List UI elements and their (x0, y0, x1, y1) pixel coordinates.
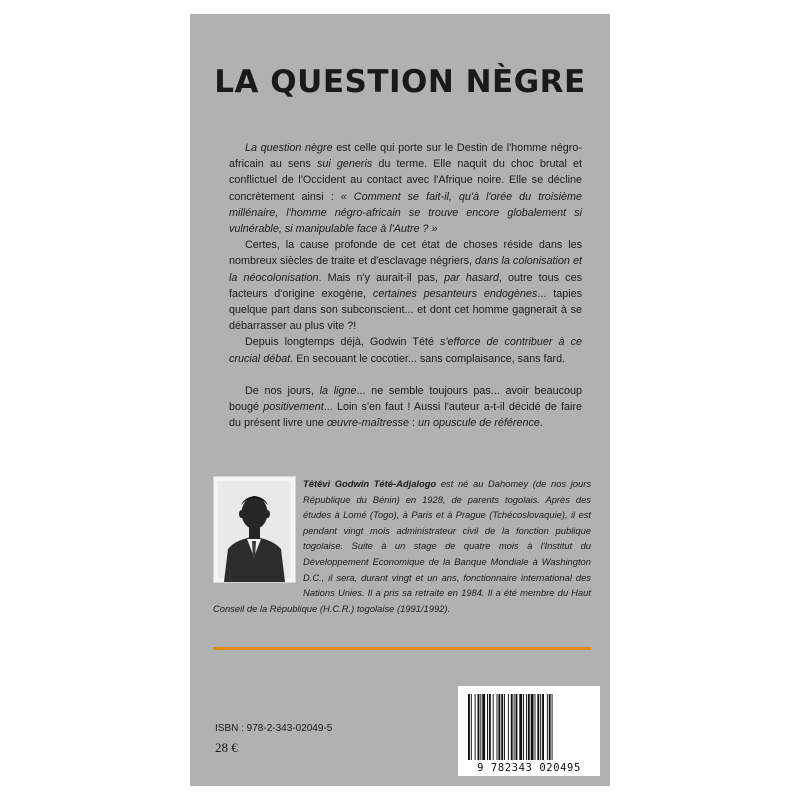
author-name: Têtêvi Godwin Tété-Adjalogo (303, 478, 437, 489)
barcode (458, 686, 600, 776)
barcode-bar (468, 694, 470, 760)
price: 28 € (215, 740, 238, 755)
blurb-text: De nos jours, (245, 384, 320, 397)
barcode-bar (493, 694, 494, 760)
barcode-bar (482, 694, 485, 760)
barcode-bar (511, 694, 513, 760)
blurb-text: : (409, 417, 419, 430)
book-title: LA QUESTION NÈGRE (214, 64, 586, 100)
blurb-text: La question nègre (245, 142, 333, 154)
barcode-bar (552, 694, 553, 760)
blurb-paragraph (229, 237, 582, 334)
blurb-text: dans la colonisation et la néocolonisation (229, 255, 582, 284)
blurb-text: ... tapies quelque part dans son subconscient... et dont cet homme gagnerait à se débarrasser au plus vite ?! (229, 287, 583, 333)
barcode-bar (535, 694, 536, 760)
barcode-bar (547, 694, 548, 760)
blurb-text: ... ne semble toujours pas... avoir beaucoup bougé (229, 384, 582, 414)
blurb-text: , outre tous ces facteurs d'origine exogène, (229, 271, 582, 300)
blurb-text: « Comment se fait-il, qu'à l'orée du troisième millénaire, l'homme négro-africain se trouve encore globalement si vulnérable, si manipulable face à l'Autre ? » (229, 190, 582, 236)
blurb-text: positivement (263, 401, 324, 414)
barcode-bar (526, 694, 527, 760)
barcode-bar (542, 694, 544, 760)
blurb-text: . Mais n'y aurait-il pas, (318, 271, 445, 284)
barcode-bar (540, 694, 541, 760)
book-back-cover (190, 14, 610, 786)
blurb (229, 140, 582, 431)
blurb-paragraph (229, 334, 582, 366)
blurb-text: par hasard (444, 271, 499, 284)
blurb-text: . (539, 417, 543, 430)
blurb-text: sui generis (316, 158, 373, 171)
barcode-digits: 9 782343 020495 (477, 762, 581, 774)
barcode-bar (537, 694, 539, 760)
barcode-bars (458, 686, 600, 762)
barcode-bar (514, 694, 515, 760)
barcode-bar (516, 694, 518, 760)
barcode-bar (523, 694, 524, 760)
author-photo (213, 476, 296, 583)
blurb-text: Certes, la cause profonde de cet état de choses réside dans les nombreux siècles de traite et d'esclavage négriers, (229, 239, 582, 268)
blurb-paragraph (229, 140, 582, 237)
blurb-text: la ligne (319, 384, 357, 397)
blurb-text: certaines pesanteurs endogènes (372, 287, 538, 300)
blurb-text: . En secouant le cocotier... sans complaisance, sans fard. (290, 352, 566, 365)
isbn: ISBN : 978-2-343-02049-5 (215, 723, 333, 734)
blurb-text: ... Loin s'en faut ! Aussi l'auteur a-t-il décidé de faire du présent livre une (229, 401, 582, 430)
author-bio-text: est né au Dahomey (de nos jours République du Bénin) en 1928, de parents togolais. Après des études à Lomé (Togo), à Paris et à Prague (Tchécoslovaquie), il est pendant vingt mois administrateur civil de la fonction publique togolaise. Suite à un stage de quatre mois à l'Institut du Développement Economique de la Banque Mondiale à Washington D.C., il sera, durant vingt et un ans, fonctionnaire international des Nations Unies. Il a pris sa retraite en 1984. Il a été membre du Haut Conseil de la République (H.C.R.) togolaise (1991/1992). (213, 478, 592, 614)
divider-rule (213, 647, 591, 650)
barcode-bar (519, 694, 522, 760)
barcode-bar (528, 694, 530, 760)
barcode-bar (478, 694, 480, 760)
blurb-text: Depuis longtemps déjà, Godwin Tété (245, 336, 440, 349)
barcode-bar (487, 694, 488, 760)
blurb-text: s'efforce de contribuer à ce crucial débat (229, 336, 582, 365)
barcode-bar (501, 694, 503, 760)
blurb-paragraph (229, 383, 582, 432)
barcode-bar (549, 694, 551, 760)
blurb-text: un opuscule de référence (418, 417, 540, 430)
barcode-bar (489, 694, 491, 760)
barcode-bar (480, 694, 481, 760)
author-portrait-icon (214, 477, 295, 582)
barcode-bar (475, 694, 476, 760)
blurb-text: est celle qui porte sur le Destin de l'homme négro-africain au sens (229, 142, 582, 171)
barcode-bar (504, 694, 505, 760)
barcode-bar (508, 694, 509, 760)
blurb-text: du terme. Elle naquit du choc brutal et conflictuel de l'Occident au contact avec l'Afrique noire. Elle se décline concrètement ainsi : (229, 158, 583, 203)
barcode-bar (498, 694, 500, 760)
barcode-bar (471, 694, 472, 760)
barcode-bar (497, 694, 498, 760)
barcode-bar (531, 694, 534, 760)
blurb-text: œuvre-maîtresse (326, 417, 410, 430)
